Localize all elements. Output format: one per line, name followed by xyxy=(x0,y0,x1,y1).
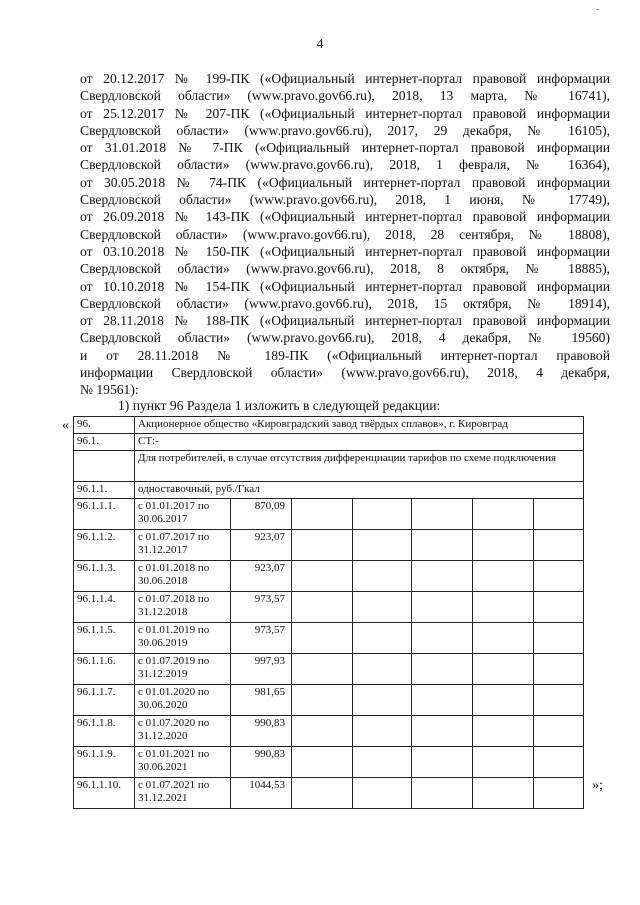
table-row xyxy=(74,716,584,747)
period-cell: с 01.01.2017 по 30.06.2017 xyxy=(135,499,231,530)
row-number: 96.1.1.3. xyxy=(74,561,135,592)
period-cell: с 01.07.2018 по 31.12.2018 xyxy=(135,592,231,623)
row-number: 96.1.1.10. xyxy=(74,778,135,809)
text-line: и от 28.11.2018 № 189-ПК («Официальный интернет-портал правовой xyxy=(80,347,610,363)
empty-cell xyxy=(534,747,584,778)
empty-cell xyxy=(412,654,473,685)
empty-cell xyxy=(412,747,473,778)
empty-cell xyxy=(292,654,353,685)
empty-cell xyxy=(353,654,412,685)
row-number: 96.1.1.6. xyxy=(74,654,135,685)
table-consumers-row xyxy=(74,451,584,482)
tariff-value: 997,93 xyxy=(231,654,292,685)
row-number: 96.1.1.5. xyxy=(74,623,135,654)
table-row xyxy=(74,592,584,623)
tariff-type-label: одноставочный, руб./Гкал xyxy=(135,482,584,499)
table-row xyxy=(74,499,584,530)
empty-cell xyxy=(473,592,534,623)
empty-cell xyxy=(353,561,412,592)
row-number: 96.1.1.4. xyxy=(74,592,135,623)
period-cell: с 01.07.2017 по 31.12.2017 xyxy=(135,530,231,561)
empty-cell xyxy=(353,530,412,561)
empty-cell xyxy=(412,778,473,809)
empty-cell xyxy=(353,685,412,716)
empty-cell xyxy=(353,592,412,623)
item-intro: 1) пункт 96 Раздела 1 изложить в следующей редакции: xyxy=(118,398,441,413)
empty-cell xyxy=(534,654,584,685)
empty-cell xyxy=(353,623,412,654)
empty-cell xyxy=(292,530,353,561)
row-number: 96.1. xyxy=(74,434,135,451)
text-line: от 30.05.2018 № 74-ПК («Официальный интернет-портал правовой информации xyxy=(80,174,610,190)
period-cell: с 01.01.2021 по 30.06.2021 xyxy=(135,747,231,778)
text-line: от 25.12.2017 № 207-ПК («Официальный интернет-портал правовой информации xyxy=(80,105,610,121)
table-row xyxy=(74,623,584,654)
table-header-row xyxy=(74,417,584,434)
empty-cell xyxy=(534,530,584,561)
table-row xyxy=(74,747,584,778)
empty-cell xyxy=(292,623,353,654)
row-number: 96.1.1.7. xyxy=(74,685,135,716)
closing-quote: »; xyxy=(592,778,603,793)
empty-cell xyxy=(412,716,473,747)
period-cell: с 01.07.2020 по 31.12.2020 xyxy=(135,716,231,747)
opening-quote: « xyxy=(62,418,69,433)
tariff-value: 981,65 xyxy=(231,685,292,716)
period-cell: с 01.01.2019 по 30.06.2019 xyxy=(135,623,231,654)
empty-cell xyxy=(353,747,412,778)
period-cell: с 01.01.2020 по 30.06.2020 xyxy=(135,685,231,716)
empty-cell xyxy=(353,778,412,809)
empty-cell xyxy=(473,778,534,809)
empty-cell xyxy=(412,623,473,654)
table-st-row xyxy=(74,434,584,451)
text-line: от 10.10.2018 № 154-ПК («Официальный интернет-портал правовой информации xyxy=(80,278,610,294)
text-line: Свердловской области» (www.pravo.gov66.ru), 2017, 29 декабря, № 16105), xyxy=(80,122,610,138)
table-type-row xyxy=(74,482,584,499)
empty-cell xyxy=(473,530,534,561)
text-line: от 31.01.2018 № 7-ПК («Официальный интернет-портал правовой информации xyxy=(80,140,610,156)
row-number: 96.1.1.2. xyxy=(74,530,135,561)
text-line: Свердловской области» (www.pravo.gov66.ru), 2018, 1 февраля, № 16364), xyxy=(80,157,610,173)
empty-cell xyxy=(292,561,353,592)
period-cell: с 01.07.2021 по 31.12.2021 xyxy=(135,778,231,809)
empty-cell xyxy=(292,685,353,716)
body-paragraph xyxy=(80,70,610,399)
period-cell: с 01.01.2018 по 30.06.2018 xyxy=(135,561,231,592)
page-number: 4 xyxy=(316,37,324,52)
row-number xyxy=(74,451,135,482)
empty-cell xyxy=(353,499,412,530)
row-number: 96.1.1. xyxy=(74,482,135,499)
empty-cell xyxy=(534,623,584,654)
tariff-value: 923,07 xyxy=(231,561,292,592)
empty-cell xyxy=(534,561,584,592)
empty-cell xyxy=(412,499,473,530)
empty-cell xyxy=(473,561,534,592)
tariff-value: 973,57 xyxy=(231,592,292,623)
text-line: от 20.12.2017 № 199-ПК («Официальный интернет-портал правовой информации xyxy=(80,71,610,86)
text-line: от 28.11.2018 № 188-ПК («Официальный интернет-портал правовой информации xyxy=(80,313,610,329)
empty-cell xyxy=(353,716,412,747)
empty-cell xyxy=(473,747,534,778)
empty-cell xyxy=(473,499,534,530)
empty-cell xyxy=(412,592,473,623)
text-line: № 19561): xyxy=(80,382,139,398)
tariff-value: 923,07 xyxy=(231,530,292,561)
text-line: от 26.09.2018 № 143-ПК («Официальный интернет-портал правовой информации xyxy=(80,209,610,225)
empty-cell xyxy=(473,623,534,654)
empty-cell xyxy=(292,778,353,809)
row-number: 96.1.1.1. xyxy=(74,499,135,530)
table-row xyxy=(74,561,584,592)
tariff-value: 870,09 xyxy=(231,499,292,530)
empty-cell xyxy=(412,530,473,561)
table-row xyxy=(74,654,584,685)
empty-cell xyxy=(534,716,584,747)
empty-cell xyxy=(412,561,473,592)
st-label: СТ:- xyxy=(135,434,584,451)
text-line: от 03.10.2018 № 150-ПК («Официальный интернет-портал правовой информации xyxy=(80,243,610,259)
text-line: Свердловской области» (www.pravo.gov66.ru), 2018, 13 марта, № 16741), xyxy=(80,88,610,104)
text-line: Свердловской области» (www.pravo.gov66.ru), 2018, 15 октября, № 18914), xyxy=(80,295,610,311)
period-cell: с 01.07.2019 по 31.12.2019 xyxy=(135,654,231,685)
tariff-value: 1044,53 xyxy=(231,778,292,809)
empty-cell xyxy=(292,592,353,623)
tariff-value: 990,83 xyxy=(231,747,292,778)
text-line: Свердловской области» (www.pravo.gov66.ru), 2018, 8 октября, № 18885), xyxy=(80,261,610,277)
row-number: 96. xyxy=(74,417,135,434)
organization-name: Акционерное общество «Кировградский завод твёрдых сплавов», г. Кировград xyxy=(135,417,584,434)
text-line: Свердловской области» (www.pravo.gov66.ru), 2018, 28 сентября, № 18808), xyxy=(80,226,610,242)
tariff-value: 973,57 xyxy=(231,623,292,654)
text-line: Свердловской области» (www.pravo.gov66.ru), 2018, 1 июня, № 17749), xyxy=(80,192,610,208)
table-row xyxy=(74,685,584,716)
empty-cell xyxy=(473,685,534,716)
consumers-label: Для потребителей, в случае отсутствия дифференциации тарифов по схеме подключения xyxy=(135,451,584,482)
empty-cell xyxy=(534,685,584,716)
empty-cell xyxy=(534,592,584,623)
empty-cell xyxy=(292,716,353,747)
text-line: Свердловской области» (www.pravo.gov66.ru), 2018, 4 декабря, № 19560) xyxy=(80,330,610,346)
empty-cell xyxy=(473,654,534,685)
tariff-value: 990,83 xyxy=(231,716,292,747)
empty-cell xyxy=(534,499,584,530)
text-line: информации Свердловской области» (www.pravo.gov66.ru), 2018, 4 декабря, xyxy=(80,365,610,381)
table-row xyxy=(74,530,584,561)
empty-cell xyxy=(473,716,534,747)
corner-mark: - xyxy=(596,4,600,15)
empty-cell xyxy=(534,778,584,809)
table-row xyxy=(74,778,584,809)
empty-cell xyxy=(292,499,353,530)
row-number: 96.1.1.8. xyxy=(74,716,135,747)
tariff-table xyxy=(73,416,584,809)
row-number: 96.1.1.9. xyxy=(74,747,135,778)
empty-cell xyxy=(412,685,473,716)
empty-cell xyxy=(292,747,353,778)
